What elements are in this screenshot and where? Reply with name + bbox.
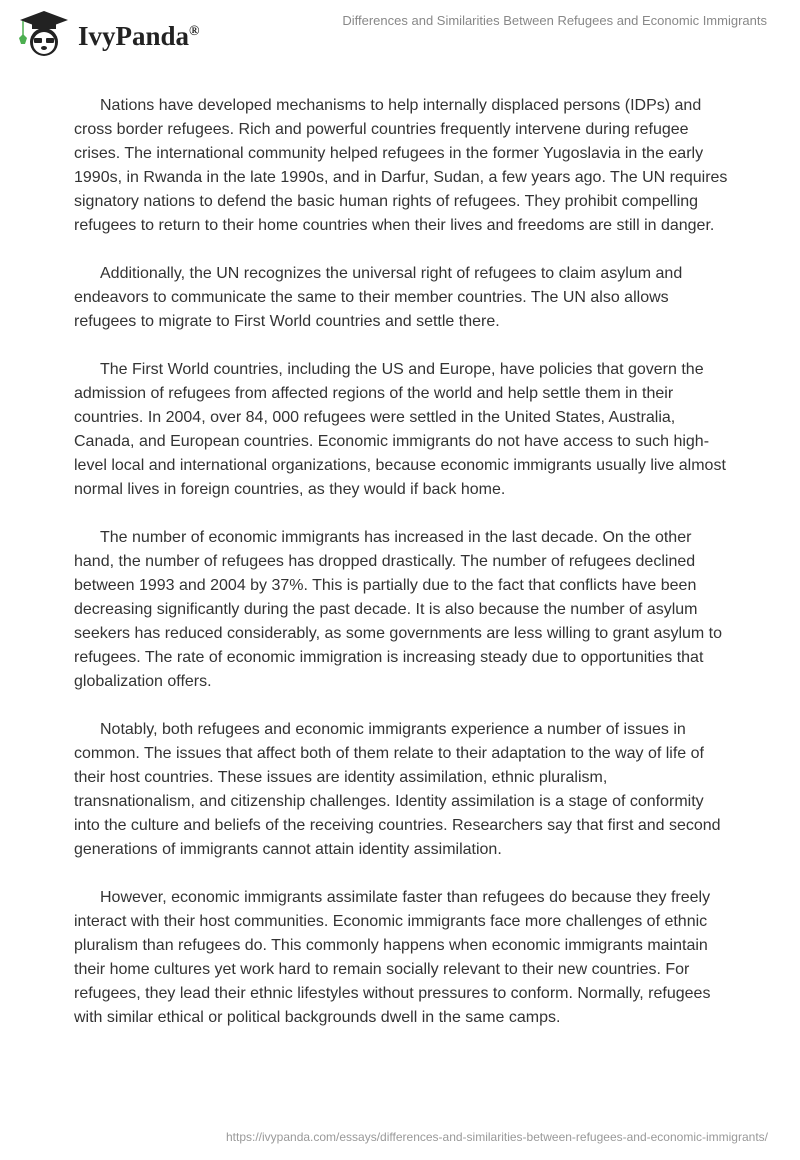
paragraph: The First World countries, including the US and Europe, have policies that govern the admission of refugees from affected regions of the world and help settle them in their countries. In 2004, over 84, 000 refugees were settled in the United States, Australia, Canada, and European countries. Economic immigrants do not have access to such high-level local and international organizations, because economic immigrants usually live almost normal lives in foreign countries, as they would if back home.	[74, 361, 726, 498]
document-title: Differences and Similarities Between Refugees and Economic Immigrants	[342, 13, 767, 28]
paragraph: Notably, both refugees and economic immigrants experience a number of issues in common. The issues that affect both of them relate to their adaptation to the way of life of their host countries. These issues are identity assimilation, ethnic pluralism, transnationalism, and citizenship challenges. Identity assimilation is a stage of conformity into the culture and beliefs of the receiving countries. Researchers say that first and second generations of immigrants cannot attain identity assimilation.	[74, 721, 721, 858]
paragraph: Nations have developed mechanisms to help internally displaced persons (IDPs) and cross border refugees. Rich and powerful countries frequently intervene during refugee crises. The international community helped refugees in the former Yugoslavia in the early 1990s, in Rwanda in the late 1990s, and in Darfur, Sudan, a few years ago. The UN requires signatory nations to defend the basic human rights of refugees. They prohibit compelling refugees to return to their home countries when their lives and freedoms are still in danger.	[74, 97, 728, 234]
essay-body	[74, 94, 730, 1054]
paragraph: The number of economic immigrants has increased in the last decade. On the other hand, the number of refugees has dropped drastically. The number of refugees declined between 1993 and 2004 by 37%. This is partially due to the fact that conflicts have been decreasing significantly during the past decade. It is also because the number of asylum seekers has reduced considerably, as some governments are less willing to grant asylum to refugees. The rate of economic immigration is increasing steady due to opportunities that globalization offers.	[74, 529, 723, 690]
paragraph: Additionally, the UN recognizes the universal right of refugees to claim asylum and endeavors to communicate the same to their member countries. The UN also allows refugees to migrate to First World countries and settle there.	[74, 265, 683, 330]
logo-text: IvyPanda®	[78, 20, 200, 51]
ivypanda-logo[interactable]	[14, 8, 200, 58]
panda-logo-icon	[14, 8, 74, 58]
paragraph: However, economic immigrants assimilate faster than refugees do because they freely interact with their host communities. Economic immigrants face more challenges of ethnic pluralism than refugees do. This commonly happens when economic immigrants maintain their home cultures yet work hard to remain socially relevant to their new countries. For refugees, they lead their ethnic lifestyles without pressures to conform. Normally, refugees with similar ethical or political backgrounds dwell in the same camps.	[74, 889, 711, 1026]
source-url-link[interactable]: https://ivypanda.com/essays/differences-and-similarities-between-refugees-and-economic-immigrants/	[225, 1130, 768, 1144]
